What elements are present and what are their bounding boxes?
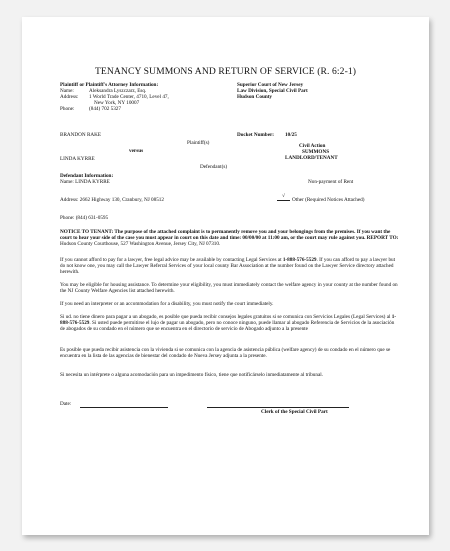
housing-assistance-paragraph: You may be eligible for housing assistance. To determine your eligibility, you must immediately contact the welfare agency in your county at the number found on the NJ County Welfare Agencies list attached herewith. — [60, 282, 398, 295]
summons-label: SUMMONS — [302, 149, 330, 155]
court-name: Superior Court of New Jersey — [237, 82, 304, 88]
plaintiff-address-line2: New York, NY 10007 — [94, 100, 140, 106]
plaintiff-party-name: BRANDON RAKE — [60, 132, 102, 138]
defendant-phone-line: Phone: (844) 631-0595 — [60, 215, 109, 221]
clerk-signature-line — [207, 407, 349, 408]
spanish-legal-services-paragraph — [60, 314, 400, 333]
document-page — [22, 17, 429, 535]
document-title: TENANCY SUMMONS AND RETURN OF SERVICE (R. 6:2-1) — [94, 66, 357, 77]
notice-location-text: Hudson County Courthouse, 527 Washington Avenue, Jersey City, NJ 07310. — [60, 241, 221, 248]
defendant-role: Defendant(s) — [200, 164, 228, 170]
plaintiff-address-line1: 1 World Trade Center, 4710, Level 47, — [89, 94, 169, 100]
defendant-address-line: Address: 2662 Highway 130, Cranbury, NJ 08512 — [60, 197, 164, 203]
interpreter-paragraph: If you need an interpreter or an accommodation for a disability, you must notify the court immediately. — [60, 301, 274, 307]
legal-services-text-a: If you cannot afford to pay for a lawyer, free legal advice may be available by contacting Legal Services at — [60, 257, 283, 263]
court-county: Hudson County — [237, 94, 273, 100]
date-line — [80, 407, 168, 408]
plaintiff-info-heading: Plaintiff or Plaintiff's Attorney Information: — [60, 82, 159, 88]
notice-to-tenant — [60, 229, 400, 248]
defendant-name-line: Name: LINDA KYRRE — [60, 179, 110, 185]
spanish-legal-text-b: . Si usted puede permitirse el lujo de pagar un abogado, pero no conoce ninguno, puede llamar al abogado Referencia de Servicios de la asociación de abogados de su condado en el número que se encuentra en el directorio de servicio de Abogado adjunto a la presente — [60, 320, 395, 333]
notice-bold-text: NOTICE TO TENANT: The purpose of the attached complaint is to permanently remove you and your belongings from the premises. If you want the court to hear your side of the case you must appear in court on this date and time: 00/00/00 at 11:00 am, or the court may rule against you. REPORT TO: — [60, 229, 399, 242]
plaintiff-role: Plaintiff(s) — [187, 140, 210, 146]
other-option-checkbox: √ — [277, 194, 290, 201]
spanish-legal-phone: 1-888-576-5529 — [60, 314, 397, 327]
civil-action-label: Civil Action — [299, 143, 326, 149]
versus-label: versus — [129, 148, 144, 154]
other-option-label: Other (Required Notices Attached) — [292, 197, 365, 203]
legal-services-phone: 1-888-576-5529 — [282, 257, 317, 263]
spanish-legal-text-a: Si ud. no tiene dinero para pagar a un abogado, es posible que pueda recibir consejos legales gratuitos si se comunica con Servicios Legales (Legal Services) al — [60, 314, 392, 320]
plaintiff-phone-value: (844) 702 5327 — [89, 106, 121, 112]
date-label: Date: — [60, 401, 72, 407]
docket-number-label: Docket Number: — [237, 132, 275, 138]
landlord-tenant-label: LANDLORD/TENANT — [285, 155, 338, 161]
court-division: Law Division, Special Civil Part — [237, 88, 308, 94]
defendant-info-heading: Defendant Information: — [60, 173, 114, 179]
docket-number-value: 10/25 — [285, 132, 297, 138]
plaintiff-name-label: Name: — [60, 88, 74, 94]
plaintiff-phone-label: Phone: — [60, 106, 75, 112]
plaintiff-name-value: Aleksandra Lyszczarz, Esq. — [89, 88, 147, 94]
legal-services-text-b: . If you can afford to pay a lawyer but do not know one, you may call the Lawyer Referral Services of your local county Bar Association at the number found on the Lawyer Service directory attached herewith. — [60, 257, 396, 276]
nonpayment-option: Non-payment of Rent — [308, 179, 354, 185]
defendant-party-name: LINDA KYRRE — [60, 156, 95, 162]
plaintiff-address-label: Address: — [60, 94, 79, 100]
spanish-housing-paragraph: Es posible que pueda recibir asistencia con la vivienda si se comunica con la agencia de asistencia pública (welfare agency) de su condado en el número que se encuentra en la lista de las agencias de bienestar del condado de Nueva Jersey adjunta a la presente. — [60, 347, 391, 360]
clerk-label: Clerk of the Special Civil Part — [261, 409, 328, 415]
legal-services-paragraph — [60, 257, 400, 276]
spanish-interpreter-paragraph: Si necesita un intérprete o alguna acomodación para un impedimento físico, tiene que notificárselo inmediatamente al tribunal. — [60, 372, 324, 378]
